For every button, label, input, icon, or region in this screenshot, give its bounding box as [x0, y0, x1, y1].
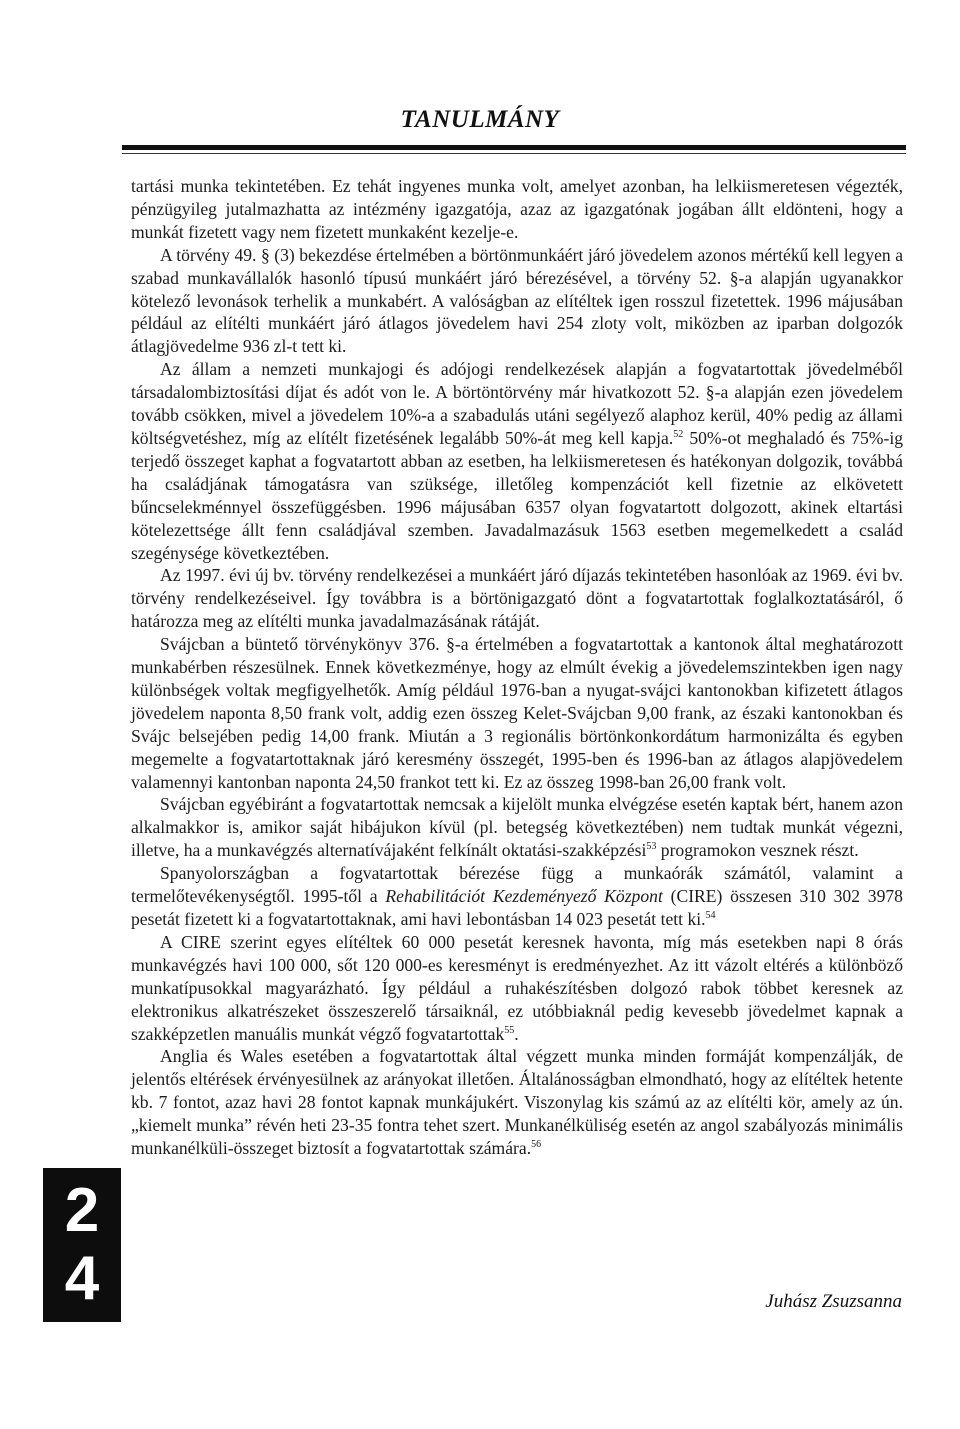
header-rule-thick	[122, 145, 906, 150]
paragraph-text: Spanyolországban a fogvatartottak bérezése függ a munkaórák számától, valamint a termelőtevékenységtől. 1995-től a	[131, 863, 903, 907]
paragraph	[131, 793, 903, 862]
paragraph	[131, 175, 903, 244]
paragraph-text: A CIRE szerint egyes elítéltek 60 000 pesetát keresnek havonta, míg más esetekben napi 8 órás munkavégzés havi 100 000, sőt 120 000-es keresményt is eredményezhet. Az itt vázolt eltérés a különböző munkatípusokkal magyarázható. Így például a ruhakészítésben dolgozó rabok többet keresnek az elektronikus alkatrészeket összeszerelő társaiknál, ez utóbbiaknál pedig kevesebb jövedelmet kapnak a szakképzetlen manuális munkát végző fogvatartottak	[131, 931, 903, 1044]
paragraph-text: tartási munka tekintetében. Ez tehát ingyenes munka volt, amelyet azonban, ha lelkiismeretesen végezték, pénzügyileg jutalmazhatta az intézmény igazgatója, azaz az igazgatónak jogában állt eldönteni, hogy a munkát fizetett vagy nem fizetett munkaként kezelje-e.	[131, 176, 903, 242]
paragraph	[131, 564, 903, 633]
footnote-ref: 52	[673, 429, 684, 441]
page-number-digit: 4	[64, 1244, 100, 1313]
author-signature: Juhász Zsuzsanna	[765, 1291, 902, 1312]
section-header-title: TANULMÁNY	[400, 106, 560, 133]
paragraph	[131, 244, 903, 359]
footnote-ref: 55	[504, 1024, 515, 1036]
article-body	[131, 175, 903, 1160]
footnote-ref: 53	[646, 841, 657, 853]
italic-term: Rehabilitációt Kezdeményező Központ	[385, 886, 663, 907]
header-rule-thin	[122, 153, 906, 154]
paragraph-text: Az 1997. évi új bv. törvény rendelkezései a munkáért járó díjazás tekintetében hasonlóak az 1969. évi bv. törvény rendelkezéseivel. Így továbbra is a börtönigazgató dönt a fogvatartottak foglalkoztatásáról, ő határozza meg az elítélti munka javadalmazásának rátáját.	[131, 565, 903, 632]
footnote-ref: 56	[531, 1139, 542, 1151]
paragraph-text: Svájcban a büntető törvénykönyv 376. §-a értelmében a fogvatartottak a kantonok által meghatározott munkabérben részesülnek. Ennek következménye, hogy az elmúlt évekig a jövedelemszintekben igen nagy különbségek voltak megfigyelhetők. Amíg például 1976-ban a nyugat-svájci kantonokban kifizetett átlagos jövedelem naponta 8,50 frank volt, addig ezen összeg Kelet-Svájcban 9,00 frank, az északi kantonokban és Svájc belsejében pedig 14,00 frank. Miután a 3 regionális börtönkonkordátum harmonizálta és egyben megemelte a fogvatartottaknak járó keresmény összegét, 1995-ben és 1996-ban az átlagos alapjövedelem valamennyi kantonban naponta 24,50 frankot tett ki. Ez az összeg 1998-ban 26,00 frank volt.	[131, 634, 903, 792]
paragraph	[131, 358, 903, 564]
paragraph	[131, 862, 903, 931]
paragraph	[131, 931, 903, 1046]
paragraph-text: Anglia és Wales esetében a fogvatartottak által végzett munka minden formáját kompenzálják, de jelentős eltérések érvényesülnek az arányokat illetően. Általánosságban elmondható, hogy az elítéltek hetente kb. 7 fontot, azaz havi 28 fontot kapnak munkájukért. Viszonylag kis számú az az elítélti kör, amely az ún. „kiemelt munka” révén heti 23-35 fontra tehet szert. Munkanélküliség esetén az angol szabályozás minimális munkanélküli-összeget biztosít a fogvatartottak számára.	[131, 1046, 903, 1159]
page-number-block	[43, 1168, 121, 1322]
paragraph-text: A törvény 49. § (3) bekezdése értelmében a börtönmunkáért járó jövedelem azonos mértékű kell legyen a szabad munkavállalók hasonló típusú munkáért járó bérezésével, a törvény 52. §-a alapján ugyanakkor kötelező levonások terhelik a munkabért. A valóságban az elítéltek igen rosszul fizetettek. 1996 májusában például az elítélti munkáért járó átlagos jövedelem havi 254 zloty volt, miközben az iparban dolgozók átlagjövedelme 936 zl-t tett ki.	[131, 244, 903, 357]
page-number-digit: 2	[64, 1176, 100, 1245]
paragraph-text: programokon vesznek részt.	[656, 840, 859, 861]
paragraph-text: (CIRE) összesen 310 302 3978 pesetát fizetett ki a fogvatartottaknak, ami havi lebontásban 14 023 pesetát tett ki.	[131, 886, 903, 929]
paragraph	[131, 633, 903, 793]
footnote-ref: 54	[705, 910, 716, 922]
paragraph-text: Svájcban egyébiránt a fogvatartottak nemcsak a kijelölt munka elvégzése esetén kaptak bért, hanem azon alkalmakkor is, amikor saját hibájukon kívül (pl. betegség következtében) nem tudtak munkát végezni, illetve, ha a munkavégzés alternatívájaként felkínált oktatási-szakképzési	[131, 794, 903, 861]
paragraph	[131, 1045, 903, 1160]
paragraph-text: 50%-ot meghaladó és 75%-ig terjedő összeget kaphat a fogvatartott abban az esetben, ha lelkiismeretesen és hatékonyan dolgozik, továbbá ha családjának támogatásra van szüksége, illetőleg kompenzációt kell fizetnie az elkövetett bűncselekménnyel összefüggésben. 1996 májusában 6357 olyan fogvatartott dolgozott, akinek eltartási kötelezettsége állt fenn családjával szemben. Javadalmazásuk 1563 esetben megemelkedett a család szegénysége következtében.	[131, 427, 903, 563]
paragraph-text: Az állam a nemzeti munkajogi és adójogi rendelkezések alapján a fogvatartottak jövedelméből társadalombiztosítási díjat és adót von le. A börtöntörvény már hivatkozott 52. §-a alapján ezen jövedelem tovább csökken, mivel a jövedelem 10%-a a szabadulás utáni segélyező alaphoz kerül, 40% pedig az állami költségvetéshez, míg az elítélt fizetésének legalább 50%-át meg kell kapja.	[131, 359, 903, 448]
paragraph-text: .	[514, 1023, 519, 1044]
